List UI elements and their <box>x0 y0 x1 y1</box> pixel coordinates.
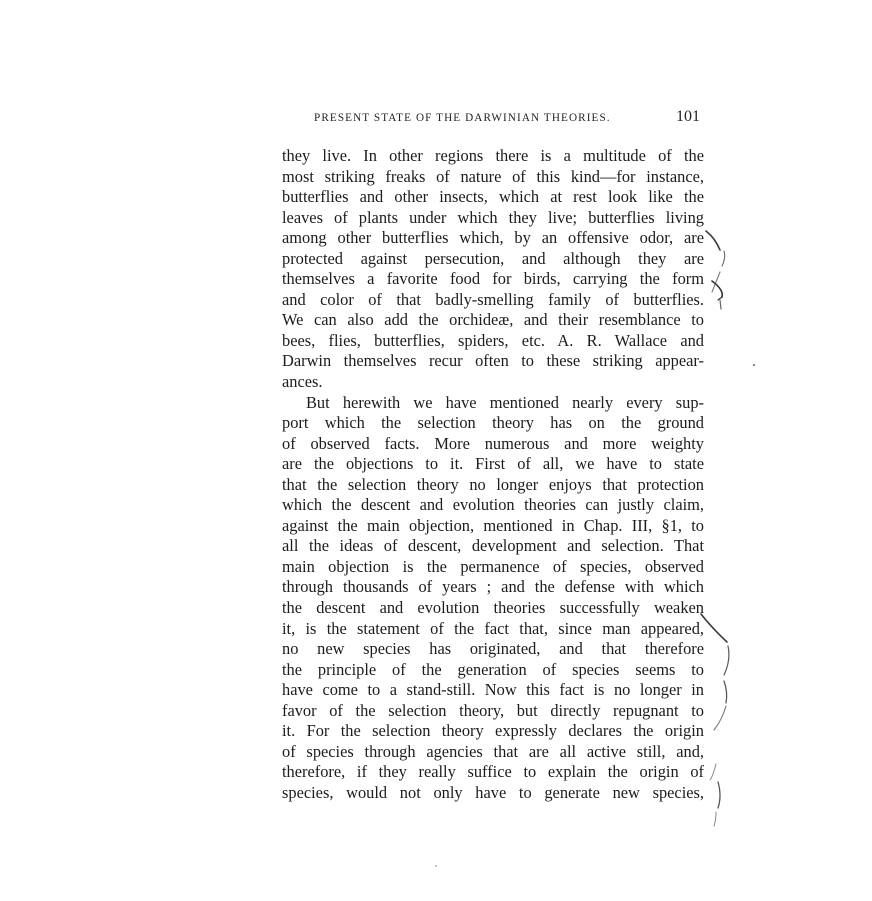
margin-bracket-mark <box>706 231 720 250</box>
running-head <box>314 108 704 128</box>
margin-bracket-mark <box>701 614 727 642</box>
margin-bracket-mark <box>714 812 716 826</box>
text-line: butterflies and other insects, which at rest look like the <box>282 187 704 207</box>
text-line: they live. In other regions there is a multitude of the <box>282 146 704 165</box>
margin-bracket-mark <box>724 646 729 675</box>
margin-bracket-mark <box>710 764 716 780</box>
text-line: Darwin themselves recur often to these striking appear- <box>282 351 704 371</box>
margin-bracket-mark <box>724 681 727 703</box>
text-line: and color of that badly-smelling family of butterflies. <box>282 289 704 309</box>
margin-dot-mark <box>753 364 755 366</box>
margin-bracket-mark <box>712 272 720 292</box>
text-line: most striking freaks of nature of this kind—for instance, <box>282 166 704 186</box>
margin-bracket-mark <box>718 297 722 300</box>
margin-bracket-mark <box>718 782 720 808</box>
text-line: species, would not only have to generate new species, <box>282 782 704 802</box>
text-line: that the selection theory no longer enjoys that protection <box>282 474 704 494</box>
text-line: through thousands of years ; and the defense with which <box>282 577 704 597</box>
text-line: it, is the statement of the fact that, since man appeared, <box>282 618 704 638</box>
text-line: the descent and evolution theories successfully weaken <box>282 598 704 618</box>
text-line: bees, flies, butterflies, spiders, etc. A. R. Wallace and <box>282 330 704 350</box>
text-line: port which the selection theory has on the ground <box>282 413 704 433</box>
text-line: protected against persecution, and although they are <box>282 248 704 268</box>
text-line: among other butterflies which, by an offensive odor, are <box>282 228 704 248</box>
text-line: therefore, if they really suffice to explain the origin of <box>282 762 704 782</box>
page-number: 101 <box>676 108 700 125</box>
text-line: We can also add the orchideæ, and their resemblance to <box>282 310 704 330</box>
running-title: PRESENT STATE OF THE DARWINIAN THEORIES. <box>314 112 611 124</box>
margin-dot-mark <box>435 865 437 867</box>
text-line: But herewith we have mentioned nearly every sup- <box>306 392 704 412</box>
text-line: against the main objection, mentioned in Chap. III, §1, to <box>282 515 704 535</box>
text-line: are the objections to it. First of all, we have to state <box>282 454 704 474</box>
text-line: no new species has originated, and that therefore <box>282 639 704 659</box>
text-line: which the descent and evolution theories can justly claim, <box>282 495 704 515</box>
margin-bracket-mark <box>720 300 721 309</box>
body-text <box>282 146 704 804</box>
text-line: the principle of the generation of species seems to <box>282 659 704 679</box>
margin-bracket-mark <box>722 251 725 266</box>
text-line: ances. <box>282 372 323 392</box>
text-line: have come to a stand-still. Now this fact is no longer in <box>282 680 704 700</box>
text-line: all the ideas of descent, development and selection. That <box>282 536 704 556</box>
text-line: it. For the selection theory expressly declares the origin <box>282 721 704 741</box>
paragraph-2 <box>282 393 704 804</box>
text-line: of observed facts. More numerous and more weighty <box>282 433 704 453</box>
text-line: leaves of plants under which they live; butterflies living <box>282 207 704 227</box>
text-line: favor of the selection theory, but directly repugnant to <box>282 700 704 720</box>
margin-bracket-mark <box>712 281 722 297</box>
paragraph-1 <box>282 146 704 393</box>
text-line: themselves a favorite food for birds, carrying the form <box>282 269 704 289</box>
text-line: of species through agencies that are all active still, and, <box>282 741 704 761</box>
margin-bracket-mark <box>714 706 726 730</box>
text-line: main objection is the permanence of species, observed <box>282 556 704 576</box>
